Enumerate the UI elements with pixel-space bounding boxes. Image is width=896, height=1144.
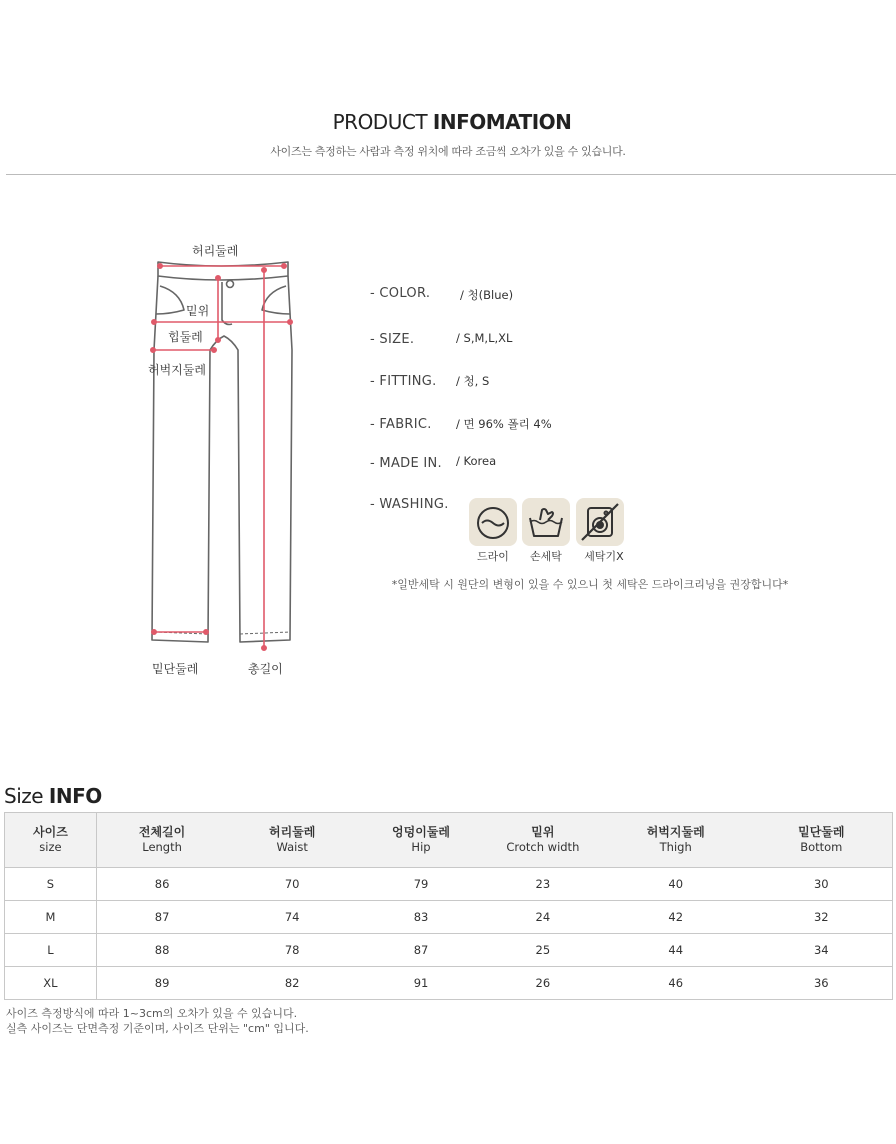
size-title-bold: INFO xyxy=(48,784,102,808)
table-cell: 70 xyxy=(227,868,357,901)
spec-value-fabric: / 면 96% 폴리 4% xyxy=(456,417,552,431)
spec-value-size: / S,M,L,XL xyxy=(456,331,513,345)
wash-label-dry: 드라이 xyxy=(477,550,509,563)
crotch-label: 밑위 xyxy=(186,304,210,318)
table-row xyxy=(5,967,893,1000)
table-cell: 89 xyxy=(96,967,227,1000)
table-cell: 32 xyxy=(751,901,893,934)
spec-key-size: - SIZE. xyxy=(370,332,415,347)
table-cell: 87 xyxy=(357,934,485,967)
spec-value-fitting: / 청, S xyxy=(456,374,490,388)
page-title xyxy=(0,110,896,134)
pants-diagram xyxy=(140,240,320,690)
table-cell: 24 xyxy=(485,901,601,934)
table-cell: 82 xyxy=(227,967,357,1000)
table-cell: 88 xyxy=(96,934,227,967)
table-cell: 46 xyxy=(601,967,751,1000)
spec-value-color: / 청(Blue) xyxy=(460,288,514,302)
table-cell: 91 xyxy=(357,967,485,1000)
footnote-1: 사이즈 측정방식에 따라 1~3cm의 오차가 있을 수 있습니다. xyxy=(6,1007,298,1020)
size-table xyxy=(4,812,893,1000)
hem-label: 밑단둘레 xyxy=(152,662,199,676)
spec-key-color: - COLOR. xyxy=(370,286,431,301)
title-bold: INFOMATION xyxy=(432,110,572,134)
table-cell: 74 xyxy=(227,901,357,934)
table-cell: 30 xyxy=(751,868,893,901)
wash-label-no-machine: 세탁기X xyxy=(584,550,624,563)
washing-note: *일반세탁 시 원단의 변형이 있을 수 있으니 첫 세탁은 드라이크리닝을 권장합니다* xyxy=(391,578,789,591)
header-thigh: 허벅지둘레 Thigh xyxy=(601,813,751,868)
spec-value-made-in: / Korea xyxy=(456,454,497,468)
dry-clean-icon xyxy=(469,498,517,546)
spec-key-fitting: - FITTING. xyxy=(370,374,437,389)
header-waist: 허리둘레 Waist xyxy=(227,813,357,868)
length-label: 총길이 xyxy=(248,662,283,676)
table-cell: 40 xyxy=(601,868,751,901)
table-cell: 26 xyxy=(485,967,601,1000)
table-cell: L xyxy=(5,934,97,967)
table-cell: 23 xyxy=(485,868,601,901)
table-cell: 78 xyxy=(227,934,357,967)
header-size: 사이즈 size xyxy=(5,813,97,868)
pants-outline-icon xyxy=(140,240,320,690)
table-cell: 42 xyxy=(601,901,751,934)
hand-wash-icon xyxy=(522,498,570,546)
table-cell: 86 xyxy=(96,868,227,901)
title-light: PRODUCT xyxy=(332,110,428,134)
header-divider xyxy=(6,174,896,175)
header-length: 전체길이 Length xyxy=(96,813,227,868)
footnote-2: 실측 사이즈는 단면측정 기준이며, 사이즈 단위는 "cm" 입니다. xyxy=(6,1022,309,1035)
size-table-header xyxy=(5,813,893,868)
spec-key-washing: - WASHING. xyxy=(370,497,449,512)
spec-key-fabric: - FABRIC. xyxy=(370,417,432,432)
size-info-title xyxy=(4,784,102,808)
table-cell: XL xyxy=(5,967,97,1000)
header-hip: 엉덩이둘레 Hip xyxy=(357,813,485,868)
spec-key-made-in: - MADE IN. xyxy=(370,456,442,471)
table-row xyxy=(5,868,893,901)
wash-label-hand: 손세탁 xyxy=(530,550,562,563)
table-cell: 87 xyxy=(96,901,227,934)
table-cell: 83 xyxy=(357,901,485,934)
table-cell: 36 xyxy=(751,967,893,1000)
table-cell: M xyxy=(5,901,97,934)
size-title-light: Size xyxy=(4,784,44,808)
hip-label: 힙둘레 xyxy=(168,330,203,344)
table-cell: S xyxy=(5,868,97,901)
waist-label: 허리둘레 xyxy=(192,244,239,258)
table-cell: 34 xyxy=(751,934,893,967)
thigh-label: 허벅지둘레 xyxy=(148,363,206,377)
no-machine-wash-icon xyxy=(576,498,624,546)
table-row xyxy=(5,934,893,967)
table-cell: 44 xyxy=(601,934,751,967)
page-subtitle: 사이즈는 측정하는 사람과 측정 위치에 따라 조금씩 오차가 있을 수 있습니다. xyxy=(270,145,626,158)
header-bottom: 밑단둘레 Bottom xyxy=(751,813,893,868)
table-cell: 79 xyxy=(357,868,485,901)
table-cell: 25 xyxy=(485,934,601,967)
table-row xyxy=(5,901,893,934)
header-crotch: 밑위 Crotch width xyxy=(485,813,601,868)
